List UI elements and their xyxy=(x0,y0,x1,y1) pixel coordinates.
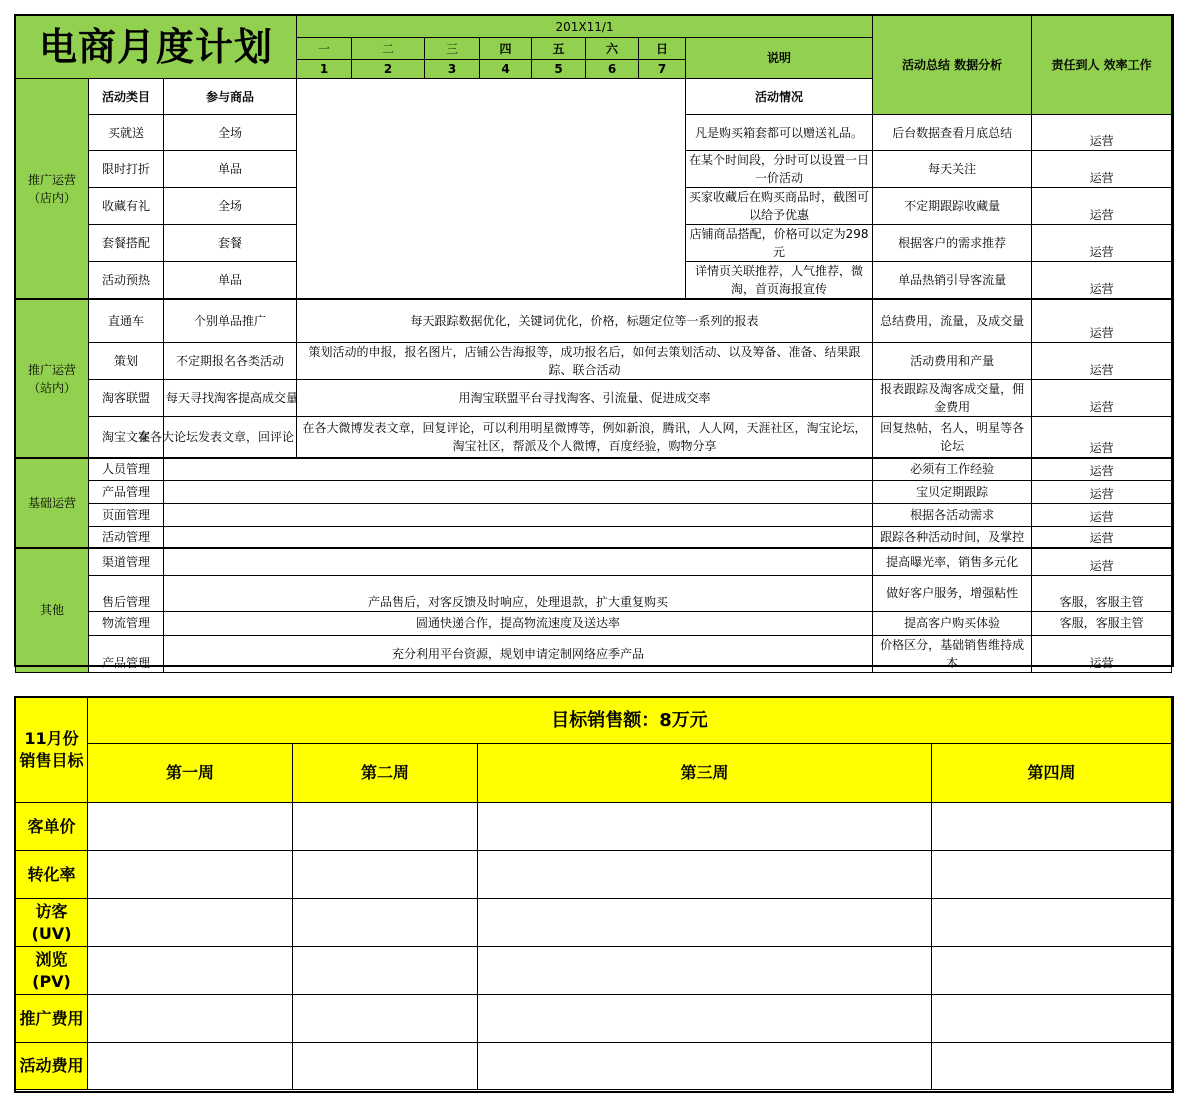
explain-header: 说明 xyxy=(686,38,873,79)
row-owner: 运营 xyxy=(1032,526,1172,548)
row-desc: 店铺商品搭配，价格可以定为298元 xyxy=(686,225,873,262)
row-item: 限时打折 xyxy=(89,151,164,188)
daynum-5: 5 xyxy=(532,60,586,79)
row-summary: 提高客户购买体验 xyxy=(873,611,1032,635)
target-headline: 目标销售额：8万元 xyxy=(88,698,1172,744)
row-item: 淘宝文案 xyxy=(89,416,164,458)
row-goods: 单品 xyxy=(164,151,297,188)
row-summary: 回复热帖，名人，明星等各论坛 xyxy=(873,416,1032,458)
metric-cell[interactable] xyxy=(293,851,478,899)
row-desc: 用淘宝联盟平台寻找淘客、引流量、促进成交率 xyxy=(297,379,873,416)
row-owner: 运营 xyxy=(1032,548,1172,575)
row-summary: 报表跟踪及淘客成交量，佣金费用 xyxy=(873,379,1032,416)
metric-cell[interactable] xyxy=(88,803,293,851)
week-header: 第一周 xyxy=(88,744,293,803)
row-owner: 运营 xyxy=(1032,151,1172,188)
row-desc xyxy=(164,548,873,575)
metric-cell[interactable] xyxy=(932,947,1172,995)
row-goods: 不定期报名各类活动 xyxy=(164,342,297,379)
row-item: 人员管理 xyxy=(89,458,164,480)
summary-header: 活动总结 数据分析 xyxy=(873,16,1032,115)
metric-cell[interactable] xyxy=(478,803,932,851)
metric-cell[interactable] xyxy=(478,851,932,899)
section-name: 其他 xyxy=(16,548,89,672)
row-desc: 买家收藏后在购买商品时，截图可以给予优惠 xyxy=(686,188,873,225)
weekday-1: 一 xyxy=(297,38,352,60)
row-summary: 后台数据查看月底总结 xyxy=(873,115,1032,151)
metric-cell[interactable] xyxy=(932,803,1172,851)
row-owner: 运营 xyxy=(1032,416,1172,458)
row-owner: 运营 xyxy=(1032,503,1172,526)
row-summary: 价格区分，基础销售维持成本 xyxy=(873,635,1032,672)
row-item: 买就送 xyxy=(89,115,164,151)
row-owner: 运营 xyxy=(1032,299,1172,342)
row-summary: 跟踪各种活动时间，及掌控 xyxy=(873,526,1032,548)
row-desc: 凡是购买箱套都可以赠送礼品。 xyxy=(686,115,873,151)
target-label: 11月份 销售目标 xyxy=(16,698,88,803)
row-goods: 每天寻找淘客提高成交量 xyxy=(164,379,297,416)
daynum-1: 1 xyxy=(297,60,352,79)
row-item: 产品管理 xyxy=(89,635,164,672)
weekday-7: 日 xyxy=(639,38,686,60)
weekday-2: 二 xyxy=(352,38,425,60)
row-summary: 总结费用，流量，及成交量 xyxy=(873,299,1032,342)
row-desc: 每天跟踪数据优化，关键词优化，价格，标题定位等一系列的报表 xyxy=(297,299,873,342)
subheader-type: 活动类目 xyxy=(89,79,164,115)
week-header: 第三周 xyxy=(478,744,932,803)
row-item: 收藏有礼 xyxy=(89,188,164,225)
owner-header: 责任到人 效率工作 xyxy=(1032,16,1172,115)
row-summary: 根据各活动需求 xyxy=(873,503,1032,526)
row-item: 策划 xyxy=(89,342,164,379)
row-desc xyxy=(164,526,873,548)
metric-cell[interactable] xyxy=(932,851,1172,899)
weekday-5: 五 xyxy=(532,38,586,60)
row-desc xyxy=(164,458,873,480)
plan-date: 201X11/1 xyxy=(297,16,873,38)
section-name: 推广运营 （站内） xyxy=(16,299,89,458)
row-item: 套餐搭配 xyxy=(89,225,164,262)
row-owner: 运营 xyxy=(1032,188,1172,225)
row-summary: 不定期跟踪收藏量 xyxy=(873,188,1032,225)
metric-cell[interactable] xyxy=(88,995,293,1043)
metric-cell[interactable] xyxy=(293,899,478,947)
week-header: 第四周 xyxy=(932,744,1172,803)
row-item: 页面管理 xyxy=(89,503,164,526)
metric-cell[interactable] xyxy=(293,803,478,851)
metric-cell[interactable] xyxy=(88,851,293,899)
row-goods: 全场 xyxy=(164,188,297,225)
row-owner: 运营 xyxy=(1032,480,1172,503)
metric-cell[interactable] xyxy=(478,899,932,947)
metric-cell[interactable] xyxy=(88,947,293,995)
metric-cell[interactable] xyxy=(478,995,932,1043)
monthly-plan-table xyxy=(15,15,1172,673)
row-owner: 运营 xyxy=(1032,342,1172,379)
metric-cell[interactable] xyxy=(293,1043,478,1090)
metric-label: 浏览 (PV) xyxy=(16,947,88,995)
row-summary: 必须有工作经验 xyxy=(873,458,1032,480)
row-desc: 在各大微博发表文章，回复评论，可以利用明星微博等，例如新浪，腾讯，人人网，天涯社区，淘宝论坛，淘宝社区，帮派及个人微博，百度经验，购物分享 xyxy=(297,416,873,458)
row-summary: 每天关注 xyxy=(873,151,1032,188)
metric-label: 客单价 xyxy=(16,803,88,851)
row-summary: 提高曝光率，销售多元化 xyxy=(873,548,1032,575)
row-goods: 套餐 xyxy=(164,225,297,262)
metric-cell[interactable] xyxy=(478,1043,932,1090)
row-owner: 运营 xyxy=(1032,262,1172,300)
row-owner: 客服，客服主管 xyxy=(1032,575,1172,611)
metric-cell[interactable] xyxy=(932,899,1172,947)
weekday-6: 六 xyxy=(586,38,639,60)
row-desc: 产品售后，对客反馈及时响应，处理退款，扩大重复购买 xyxy=(164,575,873,611)
metric-cell[interactable] xyxy=(932,995,1172,1043)
row-owner: 运营 xyxy=(1032,458,1172,480)
row-item: 淘客联盟 xyxy=(89,379,164,416)
row-owner: 运营 xyxy=(1032,635,1172,672)
daynum-7: 7 xyxy=(639,60,686,79)
section-name: 推广运营 （店内） xyxy=(16,79,89,300)
daynum-6: 6 xyxy=(586,60,639,79)
metric-cell[interactable] xyxy=(478,947,932,995)
metric-cell[interactable] xyxy=(88,899,293,947)
row-summary: 活动费用和产量 xyxy=(873,342,1032,379)
row-owner: 客服，客服主管 xyxy=(1032,611,1172,635)
metric-label: 活动费用 xyxy=(16,1043,88,1090)
week-header: 第二周 xyxy=(293,744,478,803)
row-summary: 单品热销引导客流量 xyxy=(873,262,1032,300)
row-item: 产品管理 xyxy=(89,480,164,503)
daynum-4: 4 xyxy=(480,60,532,79)
metric-cell[interactable] xyxy=(932,1043,1172,1090)
metric-label: 转化率 xyxy=(16,851,88,899)
row-owner: 运营 xyxy=(1032,225,1172,262)
calendar-area xyxy=(297,79,686,300)
metric-label: 推广费用 xyxy=(16,995,88,1043)
row-desc: 详情页关联推荐，人气推荐，微淘，首页海报宣传 xyxy=(686,262,873,300)
page-title: 电商月度计划 xyxy=(16,16,297,79)
row-summary: 宝贝定期跟踪 xyxy=(873,480,1032,503)
subheader-status: 活动情况 xyxy=(686,79,873,115)
row-item: 直通车 xyxy=(89,299,164,342)
daynum-3: 3 xyxy=(425,60,480,79)
row-desc: 圆通快递合作，提高物流速度及送达率 xyxy=(164,611,873,635)
row-desc: 在某个时间段，分时可以设置一日一价活动 xyxy=(686,151,873,188)
row-goods: 单品 xyxy=(164,262,297,300)
row-summary: 做好客户服务，增强粘性 xyxy=(873,575,1032,611)
subheader-goods: 参与商品 xyxy=(164,79,297,115)
row-goods: 在各大论坛发表文章，回评论 xyxy=(164,416,297,458)
section-name: 基础运营 xyxy=(16,458,89,548)
metric-cell[interactable] xyxy=(88,1043,293,1090)
weekday-4: 四 xyxy=(480,38,532,60)
sales-target-table xyxy=(15,697,1172,1090)
metric-cell[interactable] xyxy=(293,947,478,995)
weekday-3: 三 xyxy=(425,38,480,60)
row-goods: 个别单品推广 xyxy=(164,299,297,342)
row-desc xyxy=(164,503,873,526)
row-item: 活动预热 xyxy=(89,262,164,300)
row-owner: 运营 xyxy=(1032,379,1172,416)
metric-cell[interactable] xyxy=(293,995,478,1043)
row-item: 渠道管理 xyxy=(89,548,164,575)
row-item: 活动管理 xyxy=(89,526,164,548)
row-summary: 根据客户的需求推荐 xyxy=(873,225,1032,262)
row-item: 售后管理 xyxy=(89,575,164,611)
row-desc: 充分利用平台资源，规划申请定制网络应季产品 xyxy=(164,635,873,672)
row-owner: 运营 xyxy=(1032,115,1172,151)
metric-label: 访客 (UV) xyxy=(16,899,88,947)
row-desc: 策划活动的申报，报名图片，店铺公告海报等，成功报名后，如何去策划活动、以及筹备、准备、结果跟踪、联合活动 xyxy=(297,342,873,379)
row-goods: 全场 xyxy=(164,115,297,151)
row-desc xyxy=(164,480,873,503)
row-item: 物流管理 xyxy=(89,611,164,635)
daynum-2: 2 xyxy=(352,60,425,79)
